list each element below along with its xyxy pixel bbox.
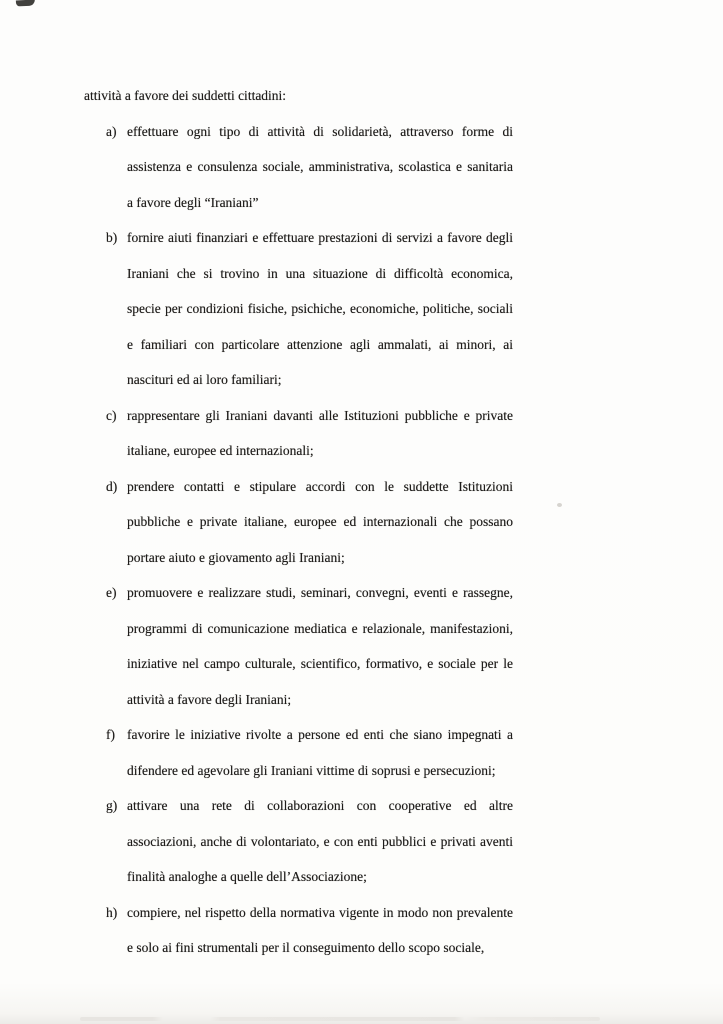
list-item-c: [106, 398, 513, 469]
item-text-line: iniziative nel campo culturale, scientifico, formativo, e sociale per le: [127, 656, 513, 671]
item-label: b): [106, 230, 118, 245]
list-item-f: [106, 717, 513, 788]
scan-artifact-top-left: [16, 0, 35, 6]
list-item-d: [106, 469, 513, 576]
list-item-h: [106, 895, 513, 966]
item-lines: [127, 114, 513, 221]
item-text-line: promuovere e realizzare studi, seminari, convegni, eventi e rassegne,: [127, 585, 513, 600]
item-lines: [127, 469, 513, 576]
item-text-line: attivare una rete di collaborazioni con cooperative ed altre: [127, 798, 513, 813]
item-lines: [127, 575, 513, 717]
intro-line: attività a favore dei suddetti cittadini:: [84, 88, 287, 103]
item-lines: [127, 398, 513, 469]
item-text-line: favorire le iniziative rivolte a persone ed enti che siano impegnati a: [127, 727, 513, 742]
item-text-line: e familiari con particolare attenzione agli ammalati, ai minori, ai: [127, 336, 513, 352]
item-text-line: assistenza e consulenza sociale, amministrativa, scolastica e sanitaria: [127, 159, 513, 174]
item-text-line: associazioni, anche di volontariato, e con enti pubblici e privati aventi: [127, 833, 513, 849]
item-text-line: finalità analoghe a quelle dell’Associazione;: [127, 869, 367, 884]
list-item-b: [106, 220, 513, 398]
item-text-line: rappresentare gli Iraniani davanti alle Istituzioni pubbliche e private: [127, 407, 513, 423]
item-label: g): [106, 798, 118, 813]
list-item-g: [106, 788, 513, 895]
item-lines: [127, 717, 513, 788]
item-label: a): [106, 123, 117, 139]
item-text-line: specie per condizioni fisiche, psichiche, economiche, politiche, sociali: [127, 301, 513, 316]
item-lines: [127, 220, 513, 398]
item-text-line: Iraniani che si trovino in una situazione di difficoltà economica,: [127, 265, 513, 281]
document-body: [84, 78, 513, 966]
item-text-line: portare aiuto e giovamento agli Iraniani;: [127, 549, 345, 565]
item-text-line: compiere, nel rispetto della normativa vigente in modo non prevalente: [127, 904, 513, 920]
item-text-line: effettuare ogni tipo di attività di solidarietà, attraverso forme di: [127, 123, 513, 139]
item-lines: [127, 895, 513, 966]
item-label: e): [106, 585, 117, 600]
list-item-e: [106, 575, 513, 717]
item-text-line: e solo ai fini strumentali per il conseguimento dello scopo sociale,: [127, 940, 485, 955]
item-lines: [127, 788, 513, 895]
item-label: c): [106, 407, 117, 423]
scan-artifact-bottom-edge: [80, 1017, 600, 1021]
item-text-line: prendere contatti e stipulare accordi con le suddette Istituzioni: [127, 478, 513, 494]
item-text-line: difendere ed agevolare gli Iraniani vittime di soprusi e persecuzioni;: [127, 762, 496, 778]
item-label: h): [106, 904, 118, 920]
item-text-line: attività a favore degli Iraniani;: [127, 691, 292, 707]
item-label: f): [106, 727, 115, 742]
item-text-line: a favore degli “Iraniani”: [127, 194, 259, 210]
clause-list: [84, 114, 513, 966]
list-item-a: [106, 114, 513, 221]
item-text-line: pubbliche e private italiane, europee ed internazionali che possano: [127, 514, 513, 529]
item-label: d): [106, 478, 118, 494]
item-text-line: fornire aiuti finanziari e effettuare prestazioni di servizi a favore degli: [127, 230, 513, 245]
item-text-line: italiane, europee ed internazionali;: [127, 443, 314, 458]
item-text-line: programmi di comunicazione mediatica e relazionale, manifestazioni,: [127, 620, 513, 636]
scan-artifact-speck: [557, 503, 562, 507]
item-text-line: nascituri ed ai loro familiari;: [127, 372, 282, 387]
